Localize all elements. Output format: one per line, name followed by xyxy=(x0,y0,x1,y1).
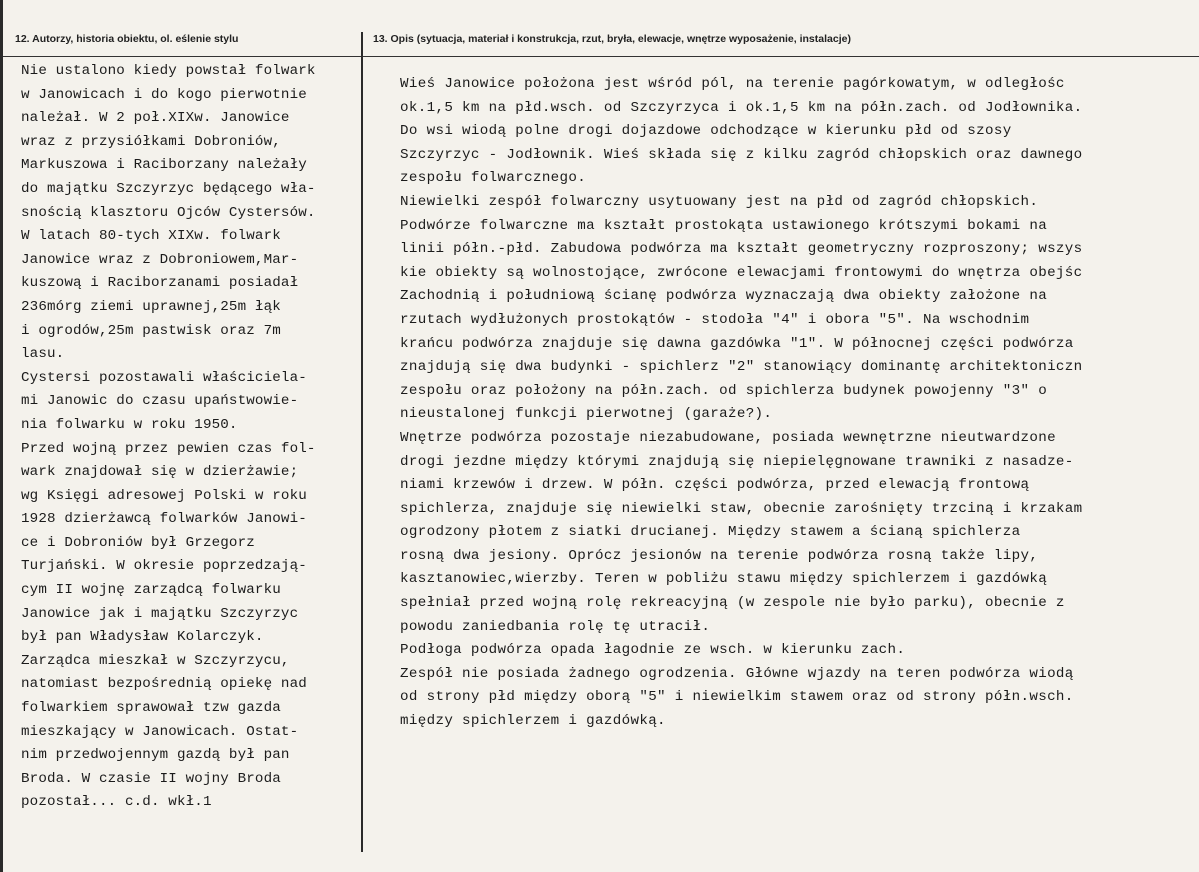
history-text-line: wg Księgi adresowej Polski w roku xyxy=(21,487,307,504)
history-text-line: Markuszowa i Raciborzany należały xyxy=(21,157,307,174)
description-text-line: nieustalonej funkcji pierwotnej (garaże?). xyxy=(400,406,773,423)
description-text-line: Podłoga podwórza opada łagodnie ze wsch. w kierunku zach. xyxy=(400,642,906,659)
description-text-line: Wieś Janowice położona jest wśród pól, na terenie pagórkowatym, w odległośc xyxy=(400,76,1065,92)
history-text-line: folwarkiem sprawował tzw gazda xyxy=(21,700,281,717)
history-text-line: Zarządca mieszkał w Szczyrzycu, xyxy=(21,652,290,669)
history-text-line: kuszową i Raciborzanami posiadał xyxy=(21,275,299,292)
history-text-line: i ogrodów,25m pastwisk oraz 7m xyxy=(21,322,281,339)
history-text-line: w Janowicach i do kogo pierwotnie xyxy=(21,86,307,103)
history-text-line: Janowice jak i majątku Szczyrzyc xyxy=(21,605,299,622)
description-text-line: Do wsi wiodą polne drogi dojazdowe odchodzące w kierunku płd od szosy xyxy=(400,123,1012,140)
description-text-line: Podwórze folwarczne ma kształt prostokąta ustawionego krótszymi bokami na xyxy=(400,217,1048,234)
description-text-line: kasztanowiec,wierzby. Teren w pobliżu stawu między spichlerzem i gazdówką xyxy=(400,571,1048,588)
description-text-line: rzutach wydłużonych prostokątów - stodoła "4" i obora "5". Na wschodnim xyxy=(400,311,1030,328)
history-text-line: ce i Dobroniów był Grzegorz xyxy=(21,534,255,551)
description-text-line: ogrodzony płotem z siatki drucianej. Między stawem a ścianą spichlerza xyxy=(400,524,1021,541)
history-text-line: pozostał... c.d. wkł.1 xyxy=(21,794,212,811)
description-text-line: zespołu oraz położony na półn.zach. od spichlerza budynek powojenny "3" o xyxy=(400,382,1048,399)
history-text-line: lasu. xyxy=(21,346,65,363)
history-text-line: wark znajdował się w dzierżawie; xyxy=(21,464,299,481)
description-text-line: spełniał przed wojną rolę rekreacyjną (w zespole nie było parku), obecnie z xyxy=(400,595,1065,612)
description-text-line: znajdują się dwa budynki - spichlerz "2" stanowiący dominantę architektoniczn xyxy=(400,359,1083,376)
description-text-line: linii półn.-płd. Zabudowa podwórza ma kształt geometryczny rozproszony; wszys xyxy=(400,241,1083,258)
description-text-line: Szczyrzyc - Jodłownik. Wieś składa się z kilku zagród chłopskich oraz dawnego xyxy=(400,146,1083,163)
description-text-line: Zachodnią i południową ścianę podwórza wyznaczają dwa obiekty założone na xyxy=(400,288,1048,305)
header-divider xyxy=(3,56,1199,57)
history-text-line: 236mórg ziemi uprawnej,25m łąk xyxy=(21,298,281,315)
description-text-line: spichlerza, znajduje się niewielki staw, obecnie zarośnięty trzciną i krzakam xyxy=(400,500,1083,517)
history-text-line: był pan Władysław Kolarczyk. xyxy=(21,629,264,646)
history-text-line: natomiast bezpośrednią opiekę nad xyxy=(21,676,307,693)
description-text-line: zespołu folwarcznego. xyxy=(400,170,587,187)
description-text-line: Zespół nie posiada żadnego ogrodzenia. Główne wjazdy na teren podwórza wiodą xyxy=(400,665,1074,682)
description-text-line: krańcu podwórza znajduje się dawna gazdówka "1". W północnej części podwórza xyxy=(400,335,1074,352)
description-text-line: niami krzewów i drzew. W półn. części podwórza, przed elewacją frontową xyxy=(400,477,1030,494)
section-12-header: 12. Autorzy, historia obiektu, ol. eślenie stylu xyxy=(15,33,239,45)
history-text-line: 1928 dzierżawcą folwarków Janowi- xyxy=(21,511,307,528)
history-text-line: Turjański. W okresie poprzedzają- xyxy=(21,558,307,575)
description-text-line: od strony płd między oborą "5" i niewielkim stawem oraz od strony półn.wsch. xyxy=(400,689,1074,706)
history-text-line: cym II wojnę zarządcą folwarku xyxy=(21,582,281,599)
history-text-line: mi Janowic do czasu upaństwowie- xyxy=(21,393,299,410)
history-text-line: W latach 80-tych XIXw. folwark xyxy=(21,228,281,245)
description-text-line: kie obiekty są wolnostojące, zwrócone elewacjami frontowymi do wnętrza obejśc xyxy=(400,264,1083,281)
section-13-header: 13. Opis (sytuacja, materiał i konstrukcja, rzut, bryła, elewacje, wnętrze wyposażenie, instalacje) xyxy=(373,33,851,45)
description-text-line: ok.1,5 km na płd.wsch. od Szczyrzyca i ok.1,5 km na półn.zach. od Jodłownika. xyxy=(400,99,1083,116)
column-divider xyxy=(361,32,363,852)
history-text-line: Broda. W czasie II wojny Broda xyxy=(21,770,281,787)
history-text-line: Janowice wraz z Dobroniowem,Mar- xyxy=(21,251,299,268)
history-text-line: wraz z przysiółkami Dobroniów, xyxy=(21,133,281,150)
history-text-line: nim przedwojennym gazdą był pan xyxy=(21,747,290,764)
history-text xyxy=(21,60,357,815)
history-text-line: nia folwarku w roku 1950. xyxy=(21,416,238,433)
description-text-line: powodu zaniedbania rolę tę utracił. xyxy=(400,618,711,635)
history-text-line: należał. W 2 poł.XIXw. Janowice xyxy=(21,110,290,127)
history-text-line: Przed wojną przez pewien czas fol- xyxy=(21,440,316,457)
history-text-line: Cystersi pozostawali właściciela- xyxy=(21,369,307,386)
history-text-line: snością klasztoru Ojców Cystersów. xyxy=(21,204,316,221)
description-text-line: drogi jezdne między którymi znajdują się niepielęgnowane trawniki z nasadze- xyxy=(400,453,1074,470)
history-text-line: Nie ustalono kiedy powstał folwark xyxy=(21,63,316,79)
history-text-line: do majątku Szczyrzyc będącego wła- xyxy=(21,180,316,197)
description-text-line: Niewielki zespół folwarczny usytuowany jest na płd od zagród chłopskich. xyxy=(400,193,1039,210)
history-text-line: mieszkający w Janowicach. Ostat- xyxy=(21,723,299,740)
description-text-line: między spichlerzem i gazdówką. xyxy=(400,713,666,730)
description-text-line: rosną dwa jesiony. Oprócz jesionów na terenie podwórza rosną także lipy, xyxy=(400,547,1039,564)
description-text xyxy=(400,73,1199,734)
description-text-line: Wnętrze podwórza pozostaje niezabudowane, posiada wewnętrzne nieutwardzone xyxy=(400,429,1056,446)
